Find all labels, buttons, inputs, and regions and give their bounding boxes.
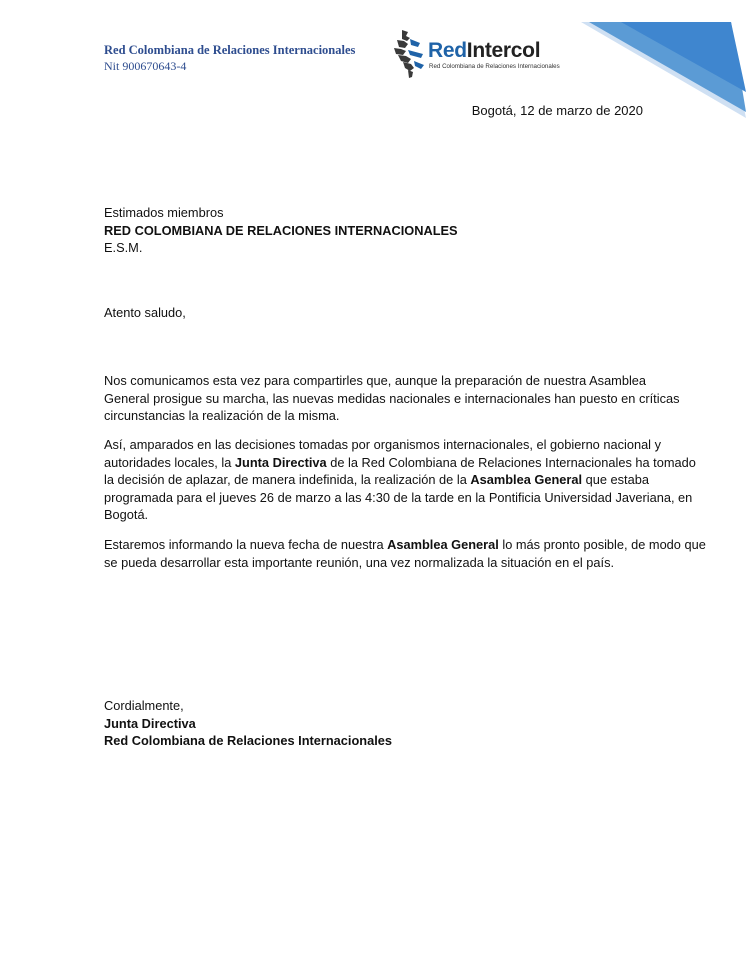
p2-line-4: programada para el jueves 26 de marzo a las 4:30 de la tarde en la Pontificia Universidad Javeriana, en	[104, 489, 693, 505]
closing-org: Red Colombiana de Relaciones Internacionales	[104, 733, 393, 748]
p3-line-1-a: Estaremos informando la nueva fecha de nuestra	[104, 537, 388, 552]
p2-line-2-c: de la Red Colombiana de Relaciones Internacionales ha tomado	[326, 454, 696, 470]
paragraph-2	[104, 436, 696, 524]
recipient-line-2: RED COLOMBIANA DE RELACIONES INTERNACIONALES	[104, 222, 458, 238]
closing-signer: Junta Directiva	[104, 715, 196, 731]
recipient-block	[104, 204, 643, 257]
p2-line-3-c: que estaba	[582, 472, 649, 487]
recipient-line-1: Estimados miembros	[104, 205, 224, 220]
p2-line-2-a: autoridades locales, la	[104, 454, 235, 470]
closing-block	[104, 697, 643, 750]
p2-line-5: Bogotá.	[104, 507, 149, 522]
greeting-text: Atento saludo,	[104, 305, 186, 320]
paragraph-3	[104, 536, 706, 571]
logo-subtitle: Red Colombiana de Relaciones Internacionales	[429, 63, 560, 70]
p1-line-1: Nos comunicamos esta vez para compartirles que, aunque la preparación de nuestra Asamblea	[104, 373, 647, 388]
p2-asamblea-general: Asamblea General	[470, 472, 583, 487]
logo-wordmark	[428, 40, 540, 61]
p1-line-3: circunstancias la realización de la misma.	[104, 408, 340, 423]
p1-line-2: General prosigue su marcha, las nuevas medidas nacionales e internacionales han puesto en críticas	[104, 390, 680, 406]
p2-line-3	[104, 471, 649, 489]
header-nit: Nit 900670643-4	[104, 59, 187, 73]
p3-line-2: se pueda desarrollar esta importante reunión, una vez normalizada la situación en el país.	[104, 554, 615, 570]
letter-date: Bogotá, 12 de marzo de 2020	[471, 103, 643, 118]
colombia-map-icon	[392, 28, 428, 80]
closing-salutation: Cordialmente,	[104, 698, 184, 713]
p3-line-1	[104, 536, 706, 554]
logo-word-red: Red	[428, 39, 467, 62]
p3-line-1-c: lo más pronto posible, de modo que	[498, 537, 706, 552]
p2-line-2	[104, 454, 696, 472]
p3-asamblea-general: Asamblea General	[387, 537, 499, 552]
redintercol-logo	[392, 28, 582, 80]
p2-line-1: Así, amparados en las decisiones tomadas por organismos internacionales, el gobierno nacional y	[104, 437, 661, 452]
greeting	[104, 304, 643, 322]
logo-word-intercol: Intercol	[466, 39, 541, 62]
recipient-line-3: E.S.M.	[104, 240, 143, 255]
paragraph-1	[104, 372, 680, 425]
header-org-name: Red Colombiana de Relaciones Internacionales	[104, 43, 356, 57]
p2-line-3-a: la decisión de aplazar, de manera indefinida, la realización de la	[104, 472, 471, 487]
p2-junta-directiva: Junta Directiva	[234, 454, 327, 470]
